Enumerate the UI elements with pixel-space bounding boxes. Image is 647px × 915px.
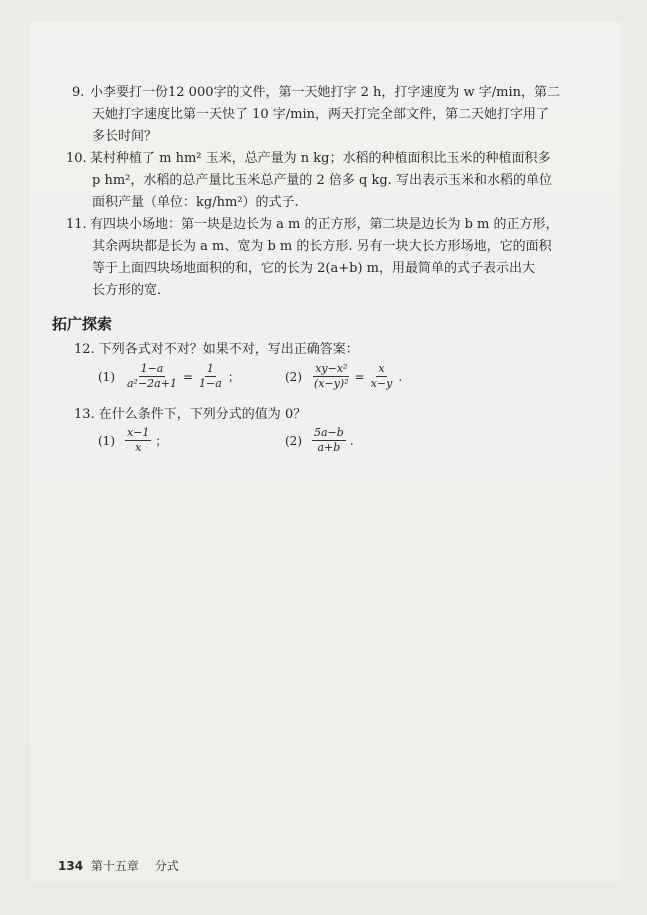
punctuation: ； — [155, 434, 168, 448]
problem-9 — [74, 82, 614, 148]
problem-12-equation-1 — [98, 362, 242, 391]
problem-text-line: 等于上面四块场地面积的和，它的长为 2(a+b) m，用最简单的式子表示出大 — [92, 261, 535, 276]
equation-label: (2) — [285, 433, 302, 448]
equation-label: (1) — [98, 433, 115, 448]
problem-text-line: 天她打字速度比第一天快了 10 字/min，两天打完全部文件，第二天她打字用了 — [92, 107, 550, 122]
fraction-numerator: 5a−b — [314, 426, 344, 439]
fraction — [312, 426, 346, 455]
problem-13-fraction-2 — [285, 426, 356, 455]
fraction — [125, 426, 151, 455]
equals-sign: = — [182, 369, 194, 384]
problem-number: 9. — [72, 85, 85, 100]
fraction-denominator: x — [135, 441, 142, 454]
section-heading: 拓广探索 — [52, 315, 113, 333]
equals-sign: = — [354, 369, 365, 384]
equation-label: (2) — [285, 369, 302, 384]
punctuation: ； — [227, 370, 240, 384]
chapter-label: 第十五章 — [90, 859, 139, 873]
fraction-numerator: 1−a — [140, 362, 164, 375]
problem-12-equation-2 — [285, 362, 404, 391]
fraction — [312, 362, 351, 391]
equation-label: (1) — [98, 369, 115, 384]
fraction-denominator: (x−y)² — [314, 377, 349, 390]
problem-text-line: 小李要打一份12 000字的文件，第一天她打字 2 h，打字速度为 w 字/min，第二 — [90, 85, 561, 100]
problem-13-fraction-1 — [98, 426, 169, 455]
problem-text-line: 有四块小场地：第一块是边长为 a m 的正方形，第二块是边长为 b m 的正方形， — [90, 217, 559, 232]
fraction-numerator: x−1 — [127, 426, 150, 439]
fraction-denominator: 1−a — [199, 377, 222, 390]
problem-text-line: 其余两块都是长为 a m、宽为 b m 的长方形. 另有一块大长方形场地，它的面积 — [92, 239, 552, 254]
fraction-numerator: 1 — [206, 362, 214, 375]
fraction — [197, 362, 224, 391]
problem-text-line: 长方形的宽. — [92, 283, 162, 298]
page-number: 134 — [58, 859, 84, 873]
chapter-title: 分式 — [154, 859, 179, 873]
punctuation: . — [398, 369, 403, 384]
problem-list-top — [66, 82, 614, 302]
fraction-denominator: a+b — [317, 441, 341, 454]
problem-12-text: 12. 下列各式对不对？如果不对，写出正确答案： — [74, 342, 359, 357]
problem-number: 11. — [66, 217, 87, 232]
problem-text-line: 面积产量（单位：kg/hm²）的式子. — [92, 195, 299, 210]
problem-text-line: 某村种植了 m hm² 玉米，总产量为 n kg；水稻的种植面积比玉米的种植面积多 — [90, 151, 551, 166]
problem-10 — [66, 148, 614, 214]
problem-text-line: p hm²，水稻的总产量比玉米总产量的 2 倍多 q kg. 写出表示玉米和水稻的单位 — [92, 173, 552, 188]
problem-11 — [66, 214, 614, 302]
fraction — [369, 362, 395, 391]
fraction-numerator: x — [378, 362, 385, 375]
problem-text-line: 多长时间？ — [92, 129, 158, 144]
fraction-denominator: x−y — [370, 377, 393, 390]
fraction-numerator: xy−x² — [315, 362, 348, 375]
problem-13-text: 13. 在什么条件下，下列分式的值为 0？ — [74, 407, 307, 422]
page-footer — [58, 857, 179, 874]
fraction — [125, 362, 179, 391]
punctuation: . — [349, 433, 354, 448]
fraction-denominator: a²−2a+1 — [127, 377, 177, 390]
problem-number: 10. — [66, 151, 87, 166]
